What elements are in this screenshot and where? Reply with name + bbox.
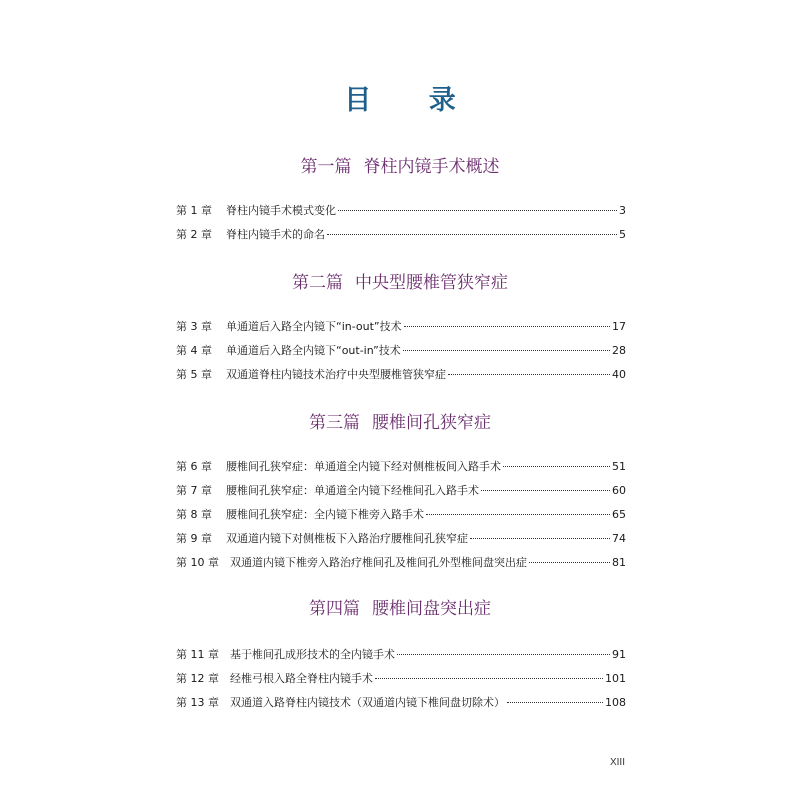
page-title: 目 录	[344, 85, 480, 116]
chapter-title: 腰椎间孔狭窄症：单通道全内镜下经椎间孔入路手术	[226, 484, 479, 497]
dot-leader	[397, 654, 610, 655]
toc-entry[interactable]	[176, 507, 626, 523]
chapter-title: 双通道内镜下椎旁入路治疗椎间孔及椎间孔外型椎间盘突出症	[230, 556, 527, 569]
page-number: 3	[619, 204, 626, 217]
part-name: 腰椎间盘突出症	[372, 599, 491, 619]
page-number: 91	[612, 648, 626, 661]
dot-leader	[403, 350, 610, 351]
page-number: 28	[612, 344, 626, 357]
chapter-number: 第 5 章	[176, 368, 212, 381]
dot-leader	[426, 514, 610, 515]
page-number: 5	[619, 228, 626, 241]
page-number: 74	[612, 532, 626, 545]
part-number: 第二篇	[292, 273, 343, 293]
toc-entry[interactable]	[176, 343, 626, 359]
chapter-title: 单通道后入路全内镜下“in-out”技术	[226, 320, 402, 333]
page-number: 108	[605, 696, 626, 709]
chapter-title: 经椎弓根入路全脊柱内镜手术	[230, 672, 373, 685]
chapter-number: 第 12 章	[176, 672, 219, 685]
dot-leader	[448, 374, 610, 375]
chapter-title: 双通道内镜下对侧椎板下入路治疗腰椎间孔狭窄症	[226, 532, 468, 545]
toc-entry[interactable]	[176, 203, 626, 219]
page-number: 60	[612, 484, 626, 497]
toc-entry[interactable]	[176, 367, 626, 383]
chapter-title: 单通道后入路全内镜下“out-in”技术	[226, 344, 401, 357]
chapter-title: 基于椎间孔成形技术的全内镜手术	[230, 648, 395, 661]
page-number: 17	[612, 320, 626, 333]
dot-leader	[327, 234, 617, 235]
chapter-title: 腰椎间孔狭窄症：全内镜下椎旁入路手术	[226, 508, 424, 521]
chapter-title: 腰椎间孔狭窄症：单通道全内镜下经对侧椎板间入路手术	[226, 460, 501, 473]
chapter-title: 双通道脊柱内镜技术治疗中央型腰椎管狭窄症	[226, 368, 446, 381]
toc-entry[interactable]	[176, 227, 626, 243]
dot-leader	[529, 562, 610, 563]
chapter-number: 第 13 章	[176, 696, 219, 709]
part-name: 腰椎间孔狭窄症	[372, 413, 491, 433]
dot-leader	[503, 466, 610, 467]
chapter-number: 第 2 章	[176, 228, 212, 241]
chapter-title: 脊柱内镜手术模式变化	[226, 204, 336, 217]
page-number: 65	[612, 508, 626, 521]
toc-entry[interactable]	[176, 459, 626, 475]
chapter-number: 第 9 章	[176, 532, 212, 545]
toc-entry[interactable]	[176, 531, 626, 547]
part-name: 脊柱内镜手术概述	[363, 157, 500, 177]
part-name: 中央型腰椎管狭窄症	[355, 273, 508, 293]
chapter-number: 第 8 章	[176, 508, 212, 521]
chapter-number: 第 11 章	[176, 648, 219, 661]
chapter-number: 第 4 章	[176, 344, 212, 357]
chapter-number: 第 7 章	[176, 484, 212, 497]
toc-entry[interactable]	[176, 671, 626, 687]
chapter-number: 第 10 章	[176, 556, 219, 569]
part-number: 第三篇	[309, 413, 360, 433]
page-number: 51	[612, 460, 626, 473]
page-folio: XIII	[609, 757, 625, 768]
dot-leader	[375, 678, 603, 679]
part-number: 第一篇	[300, 157, 352, 177]
dot-leader	[404, 326, 610, 327]
toc-entry[interactable]	[176, 319, 626, 335]
toc-entry[interactable]	[176, 483, 626, 499]
page-number: 40	[612, 368, 626, 381]
chapter-title: 脊柱内镜手术的命名	[226, 228, 325, 241]
chapter-number: 第 6 章	[176, 460, 212, 473]
toc-entry[interactable]	[176, 695, 626, 711]
dot-leader	[507, 702, 603, 703]
chapter-number: 第 3 章	[176, 320, 212, 333]
toc-entry[interactable]	[176, 555, 626, 571]
page-number: 101	[605, 672, 626, 685]
dot-leader	[338, 210, 617, 211]
chapter-title: 双通道入路脊柱内镜技术（双通道内镜下椎间盘切除术）	[230, 696, 505, 709]
part-heading-3	[0, 411, 800, 435]
part-heading-2	[0, 271, 800, 295]
dot-leader	[481, 490, 610, 491]
page-number: 81	[612, 556, 626, 569]
part-number: 第四篇	[309, 599, 360, 619]
toc-entry[interactable]	[176, 647, 626, 663]
part-heading-4	[0, 597, 800, 621]
dot-leader	[470, 538, 610, 539]
part-heading-1	[0, 155, 800, 179]
chapter-number: 第 1 章	[176, 204, 212, 217]
